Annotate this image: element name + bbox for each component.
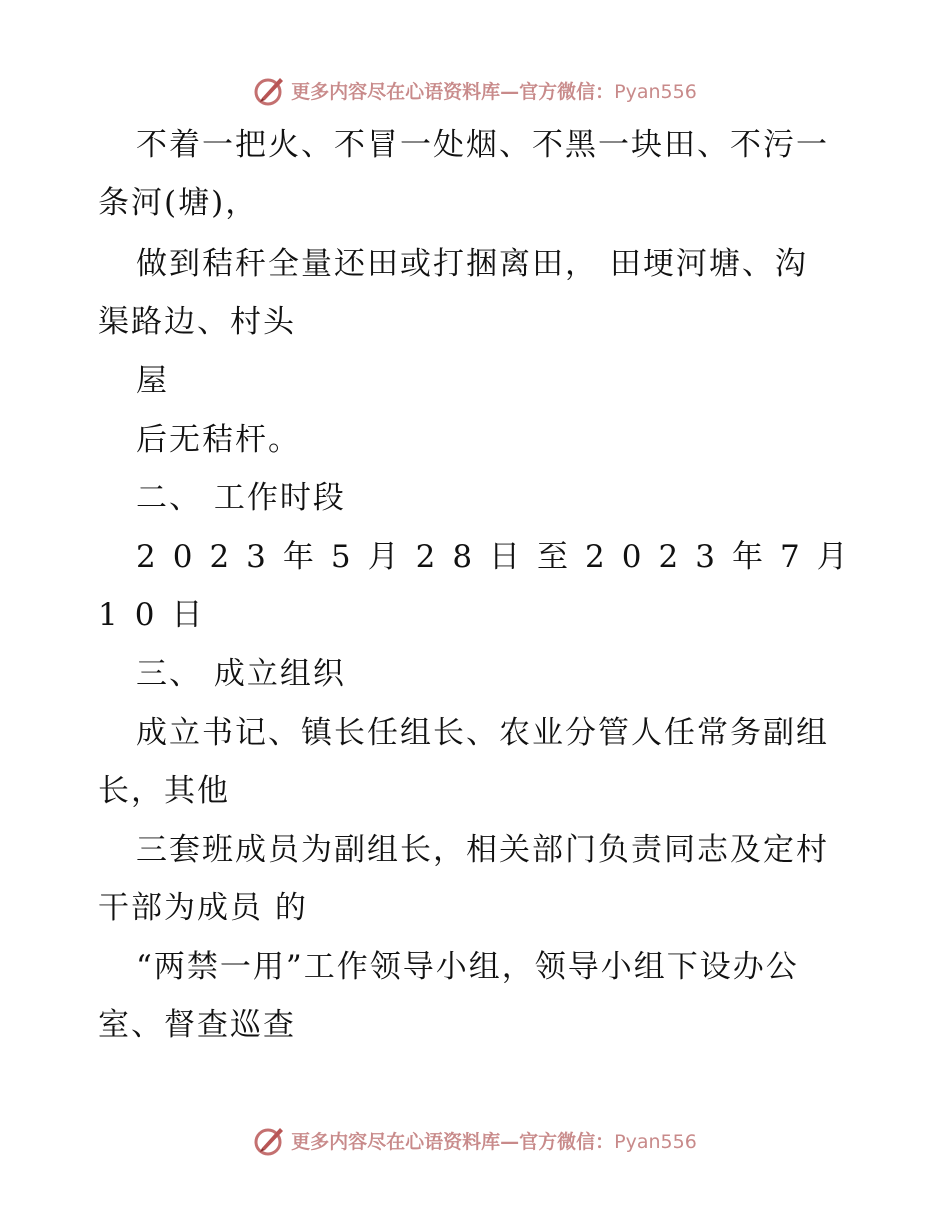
paragraph-line: 三套班成员为副组长，相关部门负责同志及定村 bbox=[136, 832, 829, 868]
quill-pen-logo-icon bbox=[253, 1123, 287, 1157]
paragraph-line: 屋 bbox=[136, 363, 169, 399]
paragraph-line: 渠路边、村头 bbox=[98, 304, 296, 340]
paragraph-line: 成立书记、镇长任组长、农业分管人任常务副组 bbox=[136, 715, 829, 751]
watermark-text: 更多内容尽在心语资料库—官方微信：Pyan556 bbox=[291, 1130, 697, 1153]
paragraph-line: “两禁一用”工作领导小组，领导小组下设办公 bbox=[136, 949, 799, 985]
paragraph-line: 不着一把火、不冒一处烟、不黑一块田、不污一 bbox=[136, 127, 829, 163]
footer-watermark bbox=[0, 1120, 950, 1160]
paragraph-line: 2023年5月28日至2023年7月 bbox=[136, 539, 865, 575]
paragraph-line: 干部为成员 的 bbox=[98, 890, 308, 926]
section-heading: 二、 工作时段 bbox=[136, 480, 346, 516]
paragraph-line: 10日 bbox=[98, 597, 220, 633]
section-heading: 三、 成立组织 bbox=[136, 656, 346, 692]
paragraph-line: 做到秸秆全量还田或打捆离田， 田埂河塘、沟 bbox=[136, 246, 808, 282]
paragraph-line: 后无秸杆。 bbox=[136, 422, 301, 458]
paragraph-line: 长，其他 bbox=[98, 773, 230, 809]
header-watermark bbox=[0, 70, 950, 110]
quill-pen-logo-icon bbox=[253, 73, 287, 107]
watermark-text: 更多内容尽在心语资料库—官方微信：Pyan556 bbox=[291, 80, 697, 103]
paragraph-line: 条河(塘)， bbox=[98, 185, 259, 221]
paragraph-line: 室、督查巡查 bbox=[98, 1007, 296, 1043]
